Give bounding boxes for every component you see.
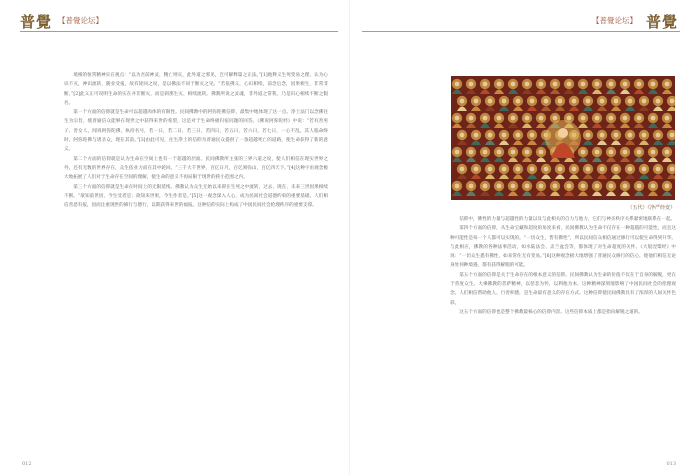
figure-head (572, 99, 577, 104)
header-rule (362, 31, 680, 32)
paragraph: 第四个方面的信仰，从生命宝藏和超度的角度来看，民间佛教认为生命不仅存在一种超越的可能性，而且这种可能性是每一个人都可以实现的。“一切众生，皆有佛性”，所以民间信众相信通过修行可以使生命得到升华。与此相应，佛教的各种法事活动，如水陆法会、盂兰盆会等，都体现了对生命超度的关怀。《大般涅槃经》中说：“一切众生悉有佛性，如来常住无有变易。”[6]这种观念极大地增强了普通民众修行的信心，使他们相信无论身处何种境遇，都有获得解脱的可能。 (450, 226, 676, 269)
figure-head (511, 116, 516, 121)
paragraph: 这五个方面的信仰也是整个佛教最核心的信仰内容。这些信仰本质上都是指向解脱之道的。 (459, 309, 643, 315)
magazine-logo: 普覺 (645, 13, 678, 31)
figure-head (637, 82, 642, 87)
figure-head (497, 150, 502, 155)
figure-head (628, 99, 633, 104)
figure-head (460, 167, 465, 172)
figure-head (637, 150, 642, 155)
figure-head (670, 133, 675, 138)
figure-head (623, 184, 628, 189)
page-number-right: 013 (666, 461, 676, 467)
figure-head (558, 167, 563, 172)
image-caption: （五代）《净严经变》 (627, 205, 675, 211)
left-body-text (64, 71, 328, 461)
paragraph: 第三个方面的信仰就是生命在时间上的无限延续。佛教认为众生无始以来即在生死之中流转，过去、现在、未来三世因果相续不断。“欲知前世因，今生受者是；欲知来世果，今生作者是。”[5]这一观念深入人心，成为民间社会道德约束的重要基础，人们相信善恶有报，因而注重现世的修行与德行，以期获得来世的福报。这种信仰实际上构成了中国民间社会伦理秩序的重要支撑。 (64, 184, 328, 209)
figure-head (539, 184, 544, 189)
figure-head (628, 167, 633, 172)
figure-head (614, 99, 619, 104)
figure-head (497, 184, 502, 189)
figure-head (581, 116, 586, 121)
figure-head (665, 184, 670, 189)
figure-head (469, 82, 474, 87)
figure-head (469, 150, 474, 155)
figure-head (642, 99, 647, 104)
figure-head (614, 167, 619, 172)
figure-head (488, 133, 493, 138)
figure-head (460, 99, 465, 104)
figure-head (637, 116, 642, 121)
figure-head (558, 99, 563, 104)
magazine-logo: 普覺 (20, 13, 53, 31)
figure-head (539, 116, 544, 121)
figure-head (600, 133, 605, 138)
figure-head (623, 150, 628, 155)
figure-head (651, 82, 656, 87)
figure-head (497, 116, 502, 121)
figure-head (670, 167, 675, 172)
column-label: 【普覺论坛】 (592, 16, 637, 25)
figure-head (586, 99, 591, 104)
figure-head (609, 184, 614, 189)
figure-head (595, 150, 600, 155)
figure-head (539, 82, 544, 87)
right-body-text (450, 215, 676, 455)
paragraph: 第一个方面的信仰就是生命可以超越肉体的有限性。民间佛教中的阿弥陀佛信仰，最集中地体现了这一点。净土法门以念佛往生为宗旨，使普通信众能够在现世之中获得来世的希望，这是对于生命终极归宿问题的回答。《佛说阿弥陀经》中说：“若有善男子、善女人，闻说阿弥陀佛，执持名号，若一日，若二日，若三日，若四日，若五日，若六日，若七日，一心不乱，其人临命终时，阿弥陀佛与诸圣众，现在其前。”[3]由此可见，往生净土的信仰为普通民众提供了一条超越死亡的道路，使生命获得了新的意义。 (64, 110, 328, 153)
figure-head (651, 116, 656, 121)
figure-head (586, 167, 591, 172)
figure-head (539, 150, 544, 155)
figure-head (483, 82, 488, 87)
figure-head (455, 82, 460, 87)
figure-head (455, 150, 460, 155)
figure-head (665, 82, 670, 87)
figure-head (511, 82, 516, 87)
figure-head (600, 99, 605, 104)
figure-head (525, 116, 530, 121)
header-rule (20, 31, 338, 32)
figure-head (553, 82, 558, 87)
right-page (350, 0, 700, 475)
figure-head (525, 184, 530, 189)
column-label: 【普覺论坛】 (58, 16, 103, 25)
paragraph: 信仰中，佛性的力量与超越性的力量以及与此相关的自力与他力，它们与神圣秩序关系紧密地联系在一起。 (459, 217, 676, 222)
figure-head (567, 116, 572, 121)
figure-head (623, 82, 628, 87)
paragraph: 境相的恒常精神实在观点：“以为吾前神灵，精亡则灭，此外道之邪见，岂可解释篇之正法。”[1]他释义生死变易之理，认为心识不灭，神识流转，随业受报，故有轮回之说，是以佛法不同于断灭之见。“若依佛义，心识相续，前念后念，因果相生，非常非断。”[2]此义正可说明生命的实在并非断灭，而是刹那生灭、相续流转。佛教所说之灵魂，非外道之常我，乃是识心相续不断之假名。 (64, 73, 328, 106)
mural-illustration (451, 76, 675, 200)
figure-head (502, 167, 507, 172)
figure-head (665, 116, 670, 121)
figure-head (614, 133, 619, 138)
figure-head (525, 82, 530, 87)
figure-head (469, 184, 474, 189)
buddhist-mural-image (451, 76, 675, 200)
figure-head (609, 116, 614, 121)
figure-head (460, 133, 465, 138)
figure-head (586, 133, 591, 138)
figure-head (474, 99, 479, 104)
figure-head (502, 133, 507, 138)
figure-head (455, 116, 460, 121)
figure-head (530, 167, 535, 172)
figure-head (581, 150, 586, 155)
figure-head (497, 82, 502, 87)
figure-head (651, 184, 656, 189)
figure-head (511, 150, 516, 155)
figure-head (488, 167, 493, 172)
figure-head (609, 82, 614, 87)
figure-head (469, 116, 474, 121)
figure-head (595, 82, 600, 87)
figure-head (525, 150, 530, 155)
figure-head (483, 184, 488, 189)
page-number-left: 012 (22, 461, 32, 467)
figure-head (595, 116, 600, 121)
figure-head (642, 167, 647, 172)
figure-head (530, 99, 535, 104)
figure-head (628, 133, 633, 138)
figure-head (474, 167, 479, 172)
figure-head (665, 150, 670, 155)
figure-head (516, 167, 521, 172)
paragraph: 第五个方面的信仰是关于生命存在的根本意义的信仰。民间佛教认为生命的价值不仅在于自身的解脱，更在于普度众生。大乘佛教的菩萨精神，以慈悲为怀，以利他为本，这种精神深刻地影响了中国民间社会的伦理观念。人们相信帮助他人、行善积德，是生命最有意义的存在方式。这种信仰使民间佛教具有了浓厚的人间关怀色彩。 (450, 272, 676, 306)
figure-head (488, 99, 493, 104)
figure-head (656, 133, 661, 138)
central-buddha-head (558, 128, 568, 138)
figure-head (623, 116, 628, 121)
figure-head (581, 82, 586, 87)
figure-head (516, 99, 521, 104)
figure-head (455, 184, 460, 189)
figure-head (553, 184, 558, 189)
figure-head (483, 116, 488, 121)
figure-head (544, 167, 549, 172)
paragraph: 第二个方面的信仰就是认为生命在空间上也有一个超越的层面。民间佛教所主张的三界六道之说，使人们相信在现实世界之外，还有无数的世界存在，众生依业力而在其中轮回。“三千大千世界，百亿日月，百亿须弥山，百亿四天下。”[4]这种宇宙观念极大地拓展了人们对于生命存在空间的理解，使生命的意义不再局限于现世的狭小范围之内。 (64, 156, 328, 181)
figure-head (516, 133, 521, 138)
figure-head (656, 99, 661, 104)
figure-head (474, 133, 479, 138)
figure-head (595, 184, 600, 189)
figure-head (553, 116, 558, 121)
figure-head (544, 99, 549, 104)
figure-head (567, 184, 572, 189)
figure-head (609, 150, 614, 155)
figure-head (642, 133, 647, 138)
figure-head (572, 167, 577, 172)
figure-head (656, 167, 661, 172)
figure-head (502, 99, 507, 104)
figure-head (567, 82, 572, 87)
figure-head (581, 184, 586, 189)
figure-head (483, 150, 488, 155)
figure-head (600, 167, 605, 172)
figure-head (651, 150, 656, 155)
figure-head (530, 133, 535, 138)
figure-head (511, 184, 516, 189)
figure-head (637, 184, 642, 189)
figure-head (670, 99, 675, 104)
